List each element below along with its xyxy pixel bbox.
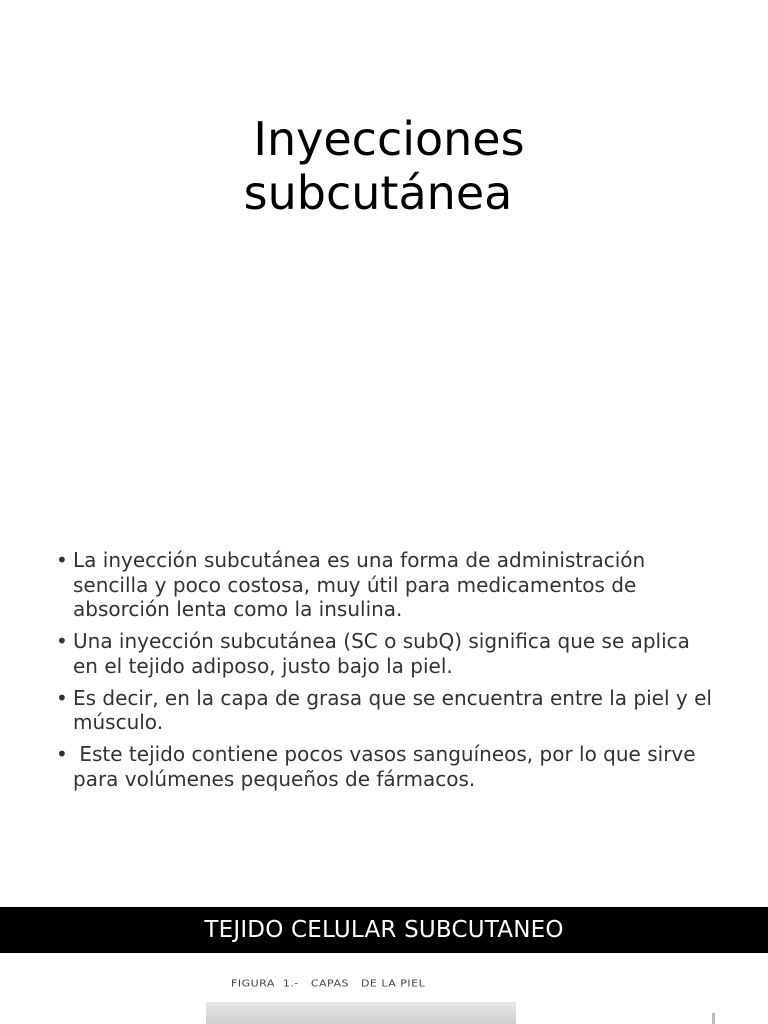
bullet-item [56, 742, 716, 791]
figure-caption: FIGURA 1.- CAPAS DE LA PIEL [231, 977, 426, 990]
bullet-text: Una inyección subcutánea (SC o subQ) significa que se aplica en el tejido adiposo, justo bajo la piel. [73, 629, 690, 678]
slide-title [0, 112, 768, 220]
section-banner [0, 907, 768, 953]
bullet-list [56, 548, 716, 799]
figure-image [206, 1002, 516, 1024]
bullet-icon: • [56, 685, 68, 710]
bullet-text: La inyección subcutánea es una forma de administración sencilla y poco costosa, muy útil para medicamentos de absorción lenta como la insulina. [73, 548, 646, 621]
bullet-item [56, 629, 716, 678]
bullet-item [56, 548, 716, 622]
bullet-text: Es decir, en la capa de grasa que se encuentra entre la piel y el músculo. [73, 685, 712, 734]
bullet-icon: • [56, 629, 68, 653]
banner-title: TEJIDO CELULAR SUBCUTANEO [204, 917, 564, 943]
bullet-icon: • [56, 742, 68, 766]
title-line-2: subcutánea [243, 166, 513, 220]
bullet-text: Este tejido contiene pocos vasos sanguíneos, por lo que sirve para volúmenes pequeños de fármacos. [73, 742, 702, 791]
bullet-item [56, 686, 716, 735]
bullet-icon: • [56, 548, 68, 572]
figure-edge-mark [712, 1013, 715, 1024]
title-line-1: Inyecciones [253, 112, 525, 166]
skin-layers-figure [0, 953, 768, 1024]
